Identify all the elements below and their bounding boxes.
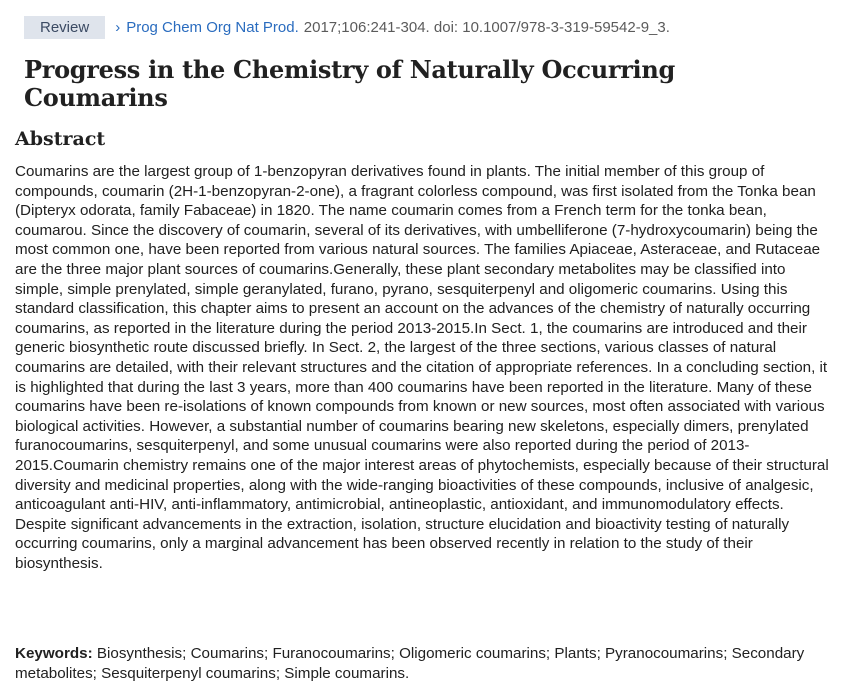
article-type-badge: Review xyxy=(24,16,105,39)
article-title: Progress in the Chemistry of Naturally Occurring Coumarins xyxy=(24,55,675,112)
keywords xyxy=(15,644,833,683)
journal-link[interactable]: Prog Chem Org Nat Prod. xyxy=(126,19,299,36)
keywords-label: Keywords: xyxy=(15,645,93,662)
article-header xyxy=(24,16,670,39)
citation-text: 2017;106:241-304. doi: 10.1007/978-3-319-59542-9_3. xyxy=(303,19,670,36)
chevron-right-icon: › xyxy=(115,19,121,36)
keywords-text: Biosynthesis; Coumarins; Furanocoumarins; Oligomeric coumarins; Plants; Pyranocoumarins; Secondary metabolites; Sesquiterpenyl coumarins; Simple coumarins. xyxy=(15,645,805,682)
abstract-heading: Abstract xyxy=(15,128,106,150)
abstract-text: Coumarins are the largest group of 1-benzopyran derivatives found in plants. The initial member of this group of compounds, coumarin (2H-1-benzopyran-2-one), a fragrant colorless compound, was first isolated from the Tonka bean (Dipteryx odorata, family Fabaceae) in 1820. The name coumarin comes from a French term for the tonka bean, coumarou. Since the discovery of coumarin, several of its derivatives, with umbelliferone (7-hydroxycoumarin) being the most common one, have been reported from various natural sources. The families Apiaceae, Asteraceae, and Rutaceae are the three major plant sources of coumarins.Generally, these plant secondary metabolites may be classified into simple, simple prenylated, simple geranylated, furano, pyrano, sesquiterpenyl and oligomeric coumarins. Using this standard classification, this chapter aims to present an account on the advances of the chemistry of naturally occurring coumarins, as reported in the literature during the period 2013-2015.In Sect. 1, the coumarins are introduced and their generic biosynthetic route discussed briefly. In Sect. 2, the largest of the three sections, various classes of natural coumarins are detailed, with their relevant structures and the citation of appropriate references. In a concluding section, it is highlighted that during the last 3 years, more than 400 coumarins have been reported in the literature. Many of these coumarins have been re-isolations of known compounds from known or new sources, most often associated with various biological activities. However, a substantial number of coumarins bearing new skeletons, especially dimers, prenylated furanocoumarins, sesquiterpenyl, and some unusual coumarins were also reported during the period of 2013-2015.Coumarin chemistry remains one of the major interest areas of phytochemists, especially because of their structural diversity and medicinal properties, along with the wide-ranging bioactivities of these compounds, inclusive of analgesic, anticoagulant anti-HIV, anti-inflammatory, antimicrobial, antineoplastic, antioxidant, and immunomodulatory effects. Despite significant advancements in the extraction, isolation, structure elucidation and bioactivity testing of naturally occurring coumarins, only a marginal advancement has been observed recently in relation to the study of their biosynthesis. xyxy=(15,163,829,572)
